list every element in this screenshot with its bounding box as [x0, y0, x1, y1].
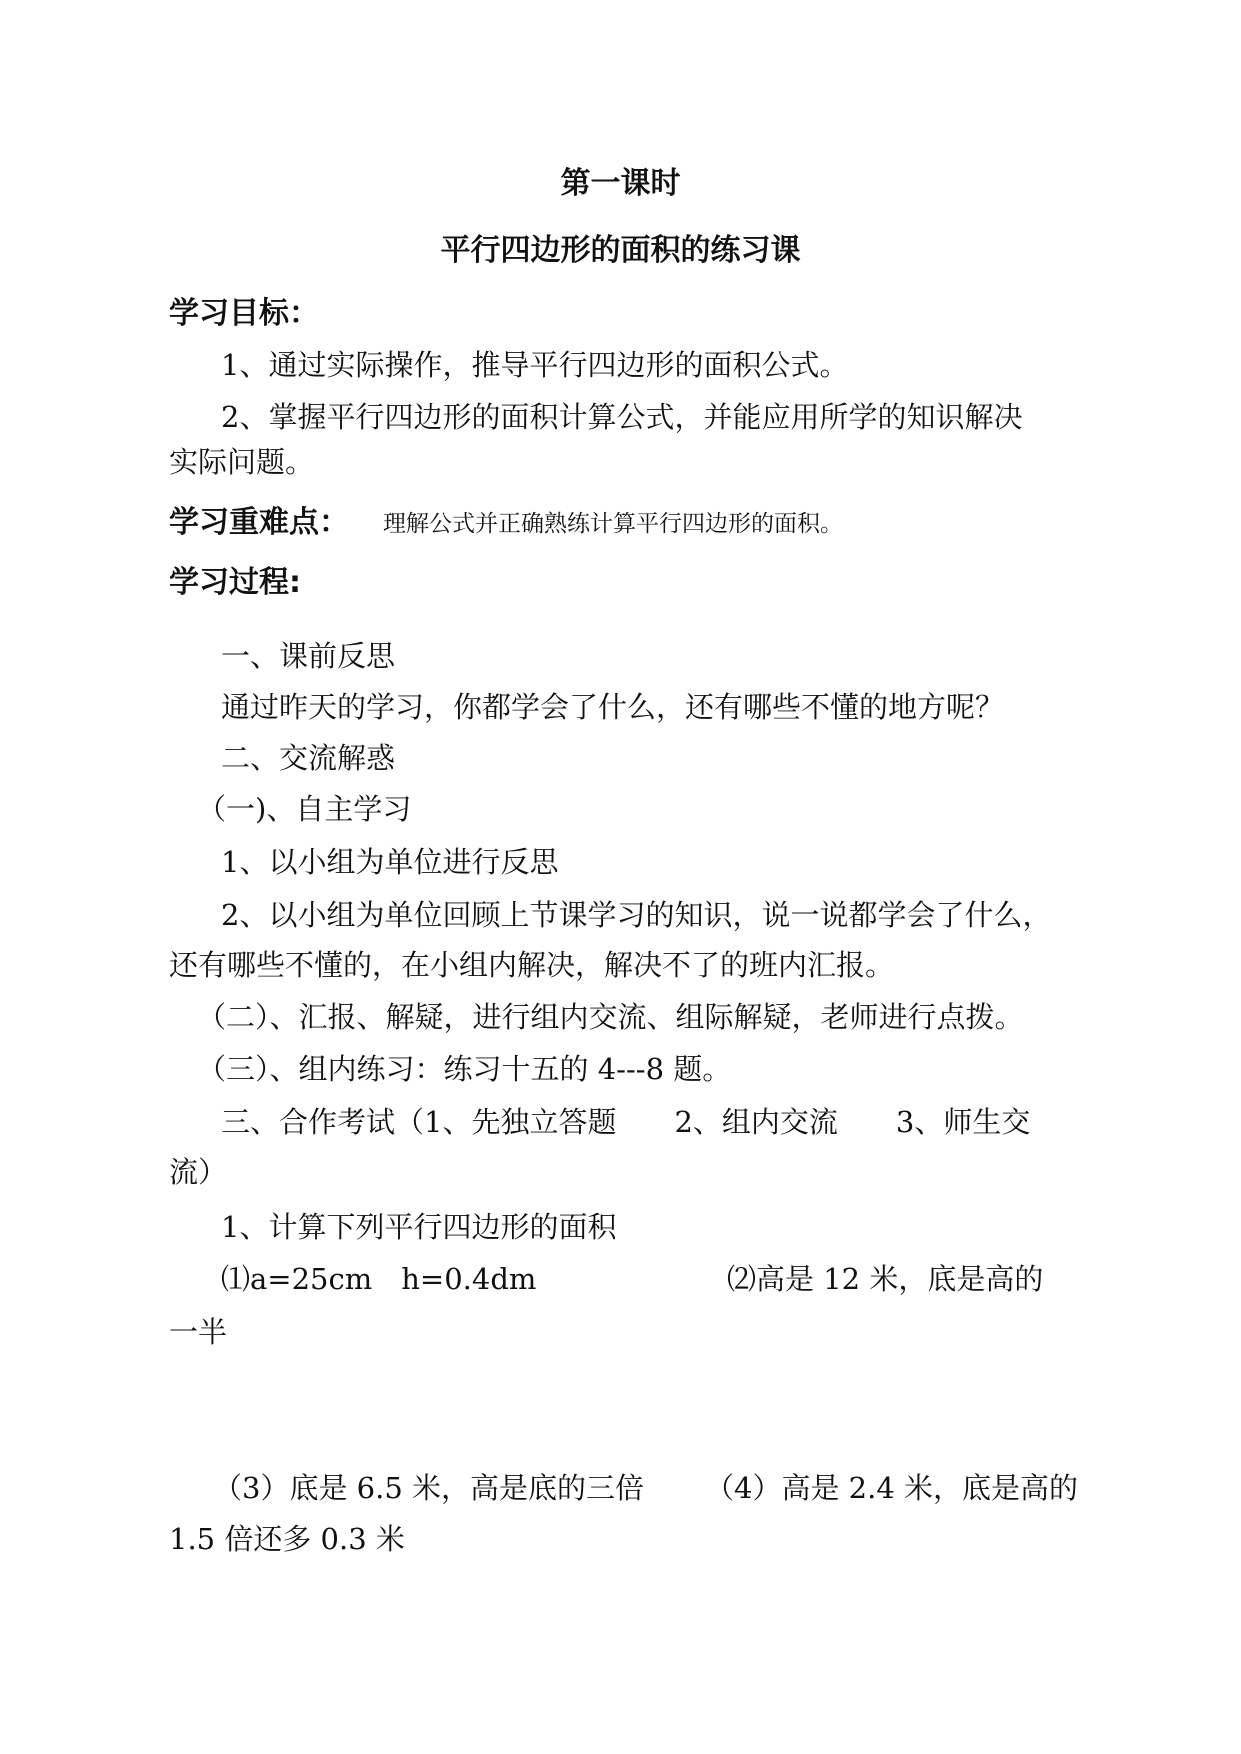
sub1-item-2-line-1: 2、以小组为单位回顾上节课学习的知识，说一说都学会了什么， [221, 898, 1052, 932]
part2-title: 二、交流解惑 [221, 741, 396, 775]
q1-title: 1、计算下列平行四边形的面积 [221, 1210, 617, 1244]
part1-title: 一、课前反思 [221, 639, 396, 673]
q1-b: ⑵高是 12 米，底是高的 [727, 1262, 1044, 1296]
q1-d-continued: 1.5 倍还多 0.3 米 [169, 1522, 405, 1556]
q1-a: ⑴a=25cm h=0.4dm [221, 1262, 537, 1296]
process-heading: 学习过程: [169, 565, 301, 600]
q1-c: （3）底是 6.5 米，高是底的三倍 [213, 1471, 645, 1505]
q1-d: （4）高是 2.4 米，底是高的 [705, 1471, 1079, 1505]
key-points-text: 理解公式并正确熟练计算平行四边形的面积。 [383, 511, 843, 537]
page-subtitle: 平行四边形的面积的练习课 [440, 233, 801, 268]
objective-item-2-line-1: 2、掌握平行四边形的面积计算公式，并能应用所学的知识解决 [221, 400, 1023, 434]
part3-line-1: 三、合作考试（1、先独立答题 2、组内交流 3、师生交 [221, 1105, 1031, 1139]
key-points-heading: 学习重难点： [169, 505, 349, 540]
sub2: （二）、汇报、解疑，进行组内交流、组际解疑，老师进行点拨。 [197, 1000, 1024, 1034]
page-title: 第一课时 [560, 166, 681, 201]
part3-line-2: 流） [169, 1155, 228, 1189]
objective-item-2-line-2: 实际问题。 [169, 445, 315, 479]
sub3: （三）、组内练习：练习十五的 4---8 题。 [197, 1052, 732, 1086]
q1-b-continued: 一半 [169, 1315, 228, 1349]
part1-text: 通过昨天的学习，你都学会了什么，还有哪些不懂的地方呢？ [221, 690, 1005, 724]
sub1-title: （一)、自主学习 [197, 792, 412, 826]
objectives-heading: 学习目标： [169, 296, 319, 331]
sub1-item-2-line-2: 还有哪些不懂的，在小组内解决，解决不了的班内汇报。 [169, 948, 895, 982]
sub1-item-1: 1、以小组为单位进行反思 [221, 845, 559, 879]
objective-item-1: 1、通过实际操作，推导平行四边形的面积公式。 [221, 348, 849, 382]
